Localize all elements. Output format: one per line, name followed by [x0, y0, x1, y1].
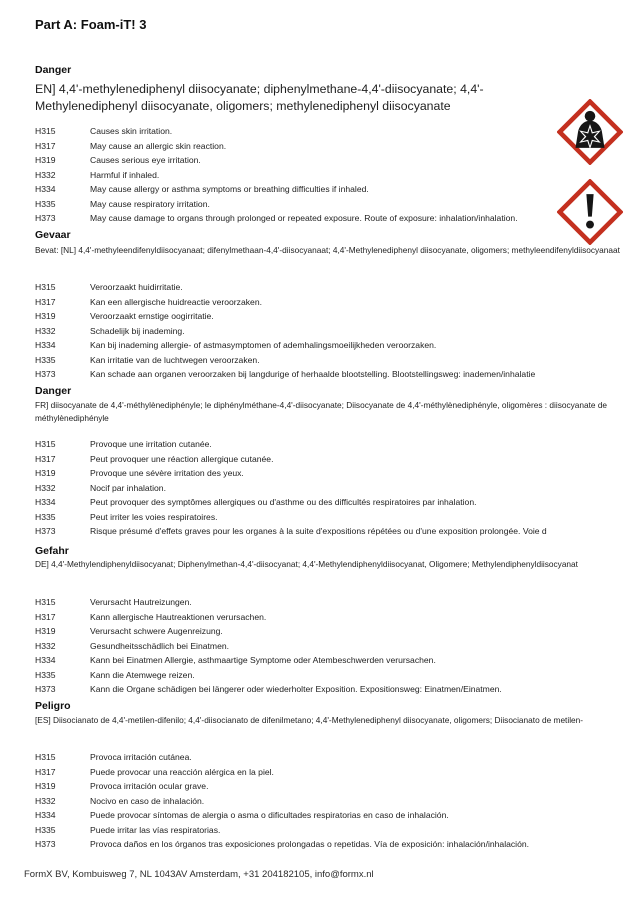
hazard-code: H319 [35, 781, 56, 791]
hazard-code: H315 [35, 752, 56, 762]
hazard-statement-row [35, 641, 620, 656]
signal-word: Danger [35, 64, 72, 76]
hazard-statement-row [35, 184, 620, 199]
hazard-code: H319 [35, 626, 56, 636]
hazard-statement-row [35, 670, 620, 685]
section-nl [35, 229, 620, 379]
hazard-code: H332 [35, 640, 56, 651]
hazard-text: Causes serious eye irritation. [90, 155, 201, 165]
hazard-code: H334 [35, 810, 56, 820]
hazard-text: Kan een allergische huidreactie veroorzaken. [90, 296, 262, 307]
signal-word: Gefahr [35, 545, 69, 557]
hazard-text: Provoca daños en los órganos tras exposiciones prolongadas o repetidas. Vía de exposición: inhalación/inhalación. [90, 839, 530, 849]
hazard-text: Provoca irritación cutánea. [90, 752, 192, 762]
hazard-code: H332 [35, 795, 56, 806]
hazard-statement-row [35, 170, 620, 185]
hazard-code: H334 [35, 655, 56, 665]
hazard-text: Kann bei Einatmen Allergie, asthmaartige Symptome oder Atembeschwerden verursachen. [90, 655, 436, 665]
hazard-code: H335 [35, 354, 56, 365]
section-es [35, 700, 620, 849]
hazard-code: H373 [35, 684, 56, 694]
hazard-code: H332 [35, 482, 56, 493]
hazard-code: H317 [35, 611, 56, 622]
signal-word: Danger [35, 385, 72, 397]
hazard-statement-row [35, 439, 620, 454]
hazard-text: May cause allergy or asthma symptoms or breathing difficulties if inhaled. [90, 184, 369, 194]
hazard-code: H335 [35, 669, 56, 680]
hazard-statement-row [35, 512, 620, 527]
hazard-text: Nocivo en caso de inhalación. [90, 795, 205, 806]
hazard-statement-row [35, 483, 620, 498]
hazard-code: H373 [35, 526, 56, 536]
hazard-statement-row [35, 767, 620, 782]
hazard-statement-row [35, 526, 620, 541]
hazard-statement-row [35, 282, 620, 297]
hazard-statement-row [35, 810, 620, 825]
hazard-code: H334 [35, 184, 56, 194]
hazard-code: H332 [35, 169, 56, 180]
hazard-statement-row [35, 626, 620, 641]
hazard-text: Kann die Atemwege reizen. [90, 669, 195, 680]
hazard-statement-row [35, 839, 620, 854]
hazard-text: Verursacht Hautreizungen. [90, 597, 192, 607]
hazard-statement-row [35, 752, 620, 767]
hazard-statement-row [35, 311, 620, 326]
hazard-text: Veroorzaakt ernstige oogirritatie. [90, 311, 214, 321]
hazard-statement-row [35, 369, 620, 384]
hazard-statement-row [35, 612, 620, 627]
substance-line: DE] 4,4'-Methylendiphenyldiisocyanat; Diphenylmethan-4,4'-diisocyanat; 4,4'-Methylendiphenyldiisocyanat, Oligomere; Methylendiphenyldiisocyanat [35, 559, 578, 569]
hazard-code: H315 [35, 597, 56, 607]
hazard-text: Peut irriter les voies respiratoires. [90, 511, 218, 522]
hazard-code: H373 [35, 213, 56, 223]
hazard-code: H335 [35, 824, 56, 835]
hazard-code: H332 [35, 325, 56, 336]
hazard-statement-row [35, 655, 620, 670]
hazard-text: Verursacht schwere Augenreizung. [90, 626, 223, 636]
hazard-text: Provoque une sévère irritation des yeux. [90, 468, 244, 478]
hazard-text: Kan bij inademing allergie- of astmasymptomen of ademhalingsmoeilijkheden veroorzaken. [90, 340, 437, 350]
hazard-statement-row [35, 126, 620, 141]
hazard-code: H373 [35, 369, 56, 379]
signal-word: Peligro [35, 700, 71, 712]
hazard-code: H317 [35, 766, 56, 777]
hazard-text: Kann allergische Hautreaktionen verursachen. [90, 611, 267, 622]
hazard-statement-row [35, 597, 620, 612]
hazard-statements [35, 126, 620, 228]
hazard-text: Nocif par inhalation. [90, 482, 166, 493]
hazard-statement-row [35, 326, 620, 341]
hazard-text: Kann die Organe schädigen bei längerer oder wiederholter Exposition. Expositionsweg: Einatmen/Einatmen. [90, 684, 502, 694]
hazard-text: Veroorzaakt huidirritatie. [90, 282, 183, 292]
hazard-text: Harmful if inhaled. [90, 169, 160, 180]
hazard-statements [35, 282, 620, 384]
hazard-statement-row [35, 141, 620, 156]
hazard-code: H319 [35, 468, 56, 478]
substance-line: Bevat: [NL] 4,4'-methyleendifenyldiisocyanaat; difenylmethaan-4,4'-diisocyanaat; 4,4'-Methylenediphenyl diisocyanate, oligomers; methyleendifenyldiisocyanaat [35, 245, 620, 255]
hazard-statement-row [35, 796, 620, 811]
hazard-text: Puede irritar las vías respiratorias. [90, 824, 221, 835]
hazard-statement-row [35, 497, 620, 512]
hazard-code: H319 [35, 155, 56, 165]
substance-line: EN] 4,4'-methylenediphenyl diisocyanate; diphenylmethane-4,4'-diisocyanate; 4,4'-Methylenediphenyl diisocyanate, oligomers; methylenediphenyl diisocyanate [35, 82, 484, 113]
hazard-statement-row [35, 199, 620, 214]
page-title: Part A: Foam-iT! 3 [35, 17, 147, 32]
hazard-statement-row [35, 781, 620, 796]
hazard-text: Puede provocar una reacción alérgica en la piel. [90, 766, 274, 777]
hazard-code: H334 [35, 497, 56, 507]
hazard-statement-row [35, 355, 620, 370]
hazard-text: Provoca irritación ocular grave. [90, 781, 209, 791]
hazard-statements [35, 597, 620, 699]
hazard-code: H317 [35, 140, 56, 151]
hazard-code: H335 [35, 511, 56, 522]
hazard-code: H335 [35, 198, 56, 209]
hazard-text: Causes skin irritation. [90, 126, 173, 136]
hazard-statement-row [35, 340, 620, 355]
hazard-text: Gesundheitsschädlich bei Einatmen. [90, 640, 230, 651]
hazard-code: H319 [35, 311, 56, 321]
hazard-statement-row [35, 825, 620, 840]
section-en [35, 64, 620, 223]
hazard-text: May cause respiratory irritation. [90, 198, 210, 209]
hazard-code: H334 [35, 340, 56, 350]
substance-line: FR] diisocyanate de 4,4'-méthylènediphényle; le diphénylméthane-4,4'-diisocyanate; Diisocyanate de 4,4'-méthylènediphényle, oligomères : diisocyanate de méthylènediphényle [35, 400, 608, 423]
hazard-text: Risque présumé d'effets graves pour les organes à la suite d'expositions répétées ou d'une exposition prolongée. Voie d [90, 526, 547, 536]
hazard-text: Puede provocar síntomas de alergia o asma o dificultades respiratorias en caso de inhalación. [90, 810, 449, 820]
hazard-statements [35, 439, 620, 541]
hazard-code: H373 [35, 839, 56, 849]
hazard-code: H315 [35, 439, 56, 449]
section-fr [35, 385, 620, 536]
section-de [35, 545, 620, 694]
hazard-code: H315 [35, 126, 56, 136]
hazard-code: H317 [35, 296, 56, 307]
signal-word: Gevaar [35, 229, 71, 241]
hazard-text: Kan schade aan organen veroorzaken bij langdurige of herhaalde blootstelling. Blootstellingsweg: inademen/inhalatie [90, 369, 536, 379]
hazard-text: Provoque une irritation cutanée. [90, 439, 212, 449]
hazard-code: H317 [35, 453, 56, 464]
hazard-statement-row [35, 213, 620, 228]
hazard-text: May cause damage to organs through prolonged or repeated exposure. Route of exposure: inhalation/inhalation. [90, 213, 518, 223]
hazard-statement-row [35, 454, 620, 469]
hazard-statement-row [35, 297, 620, 312]
hazard-text: Schadelijk bij inademing. [90, 325, 185, 336]
substance-line: [ES] Diisocianato de 4,4'-metilen-difenilo; 4,4'-diisocianato de difenilmetano; 4,4'-Methylenediphenyl diisocyanate, oligomers; Diisocianato de metilen- [35, 715, 584, 725]
hazard-statement-row [35, 684, 620, 699]
hazard-text: Peut provoquer des symptômes allergiques ou d'asthme ou des difficultés respiratoires par inhalation. [90, 497, 477, 507]
hazard-statement-row [35, 468, 620, 483]
hazard-text: Peut provoquer une réaction allergique cutanée. [90, 453, 274, 464]
hazard-statements [35, 752, 620, 854]
hazard-code: H315 [35, 282, 56, 292]
hazard-text: May cause an allergic skin reaction. [90, 140, 227, 151]
company-footer: FormX BV, Kombuisweg 7, NL 1043AV Amsterdam, +31 204182105, info@formx.nl [24, 869, 374, 880]
hazard-statement-row [35, 155, 620, 170]
hazard-text: Kan irritatie van de luchtwegen veroorzaken. [90, 354, 260, 365]
